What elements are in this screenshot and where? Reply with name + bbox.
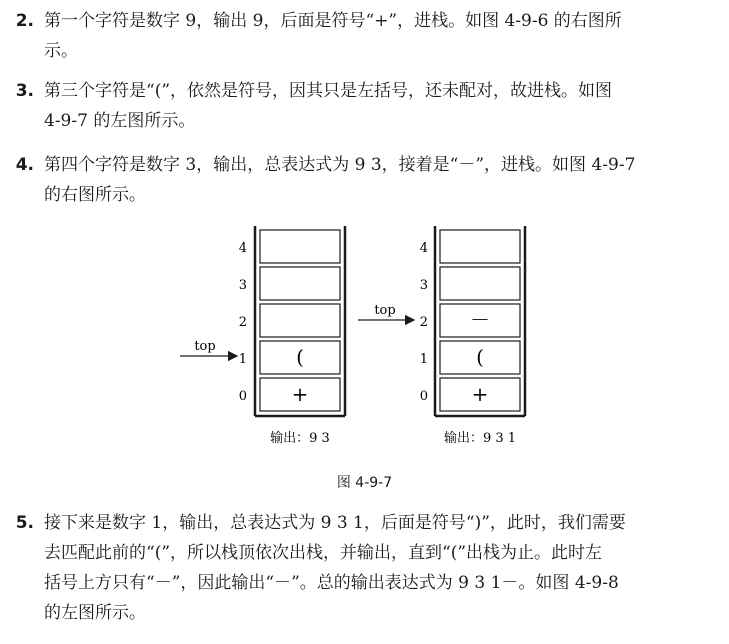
- top-pointer-label: top: [194, 339, 216, 354]
- item-line: 4-9-7 的左图所示。: [44, 111, 196, 131]
- item-text: [44, 150, 716, 210]
- item-line: 去匹配此前的“(”，所以栈顶依次出栈，并输出，直到“(”出栈为止。此时左: [44, 543, 603, 563]
- output-label: 输出：9 3 1: [443, 431, 517, 446]
- index-label: 0: [238, 389, 247, 404]
- stack-cell: [440, 304, 520, 337]
- stack-cell: [440, 341, 520, 374]
- top-pointer-label: top: [374, 303, 396, 318]
- item-number: 4.: [15, 155, 34, 175]
- item-number: 5.: [15, 513, 34, 533]
- index-label: 2: [419, 315, 428, 330]
- stack-cell: [440, 267, 520, 300]
- right-stack: [358, 226, 525, 446]
- item-text: [44, 6, 716, 66]
- index-label: 3: [238, 278, 247, 293]
- item-text: [44, 508, 716, 628]
- index-label: 1: [419, 352, 428, 367]
- stack-cell: [440, 378, 520, 411]
- stack-cell: [440, 230, 520, 263]
- item-line: 括号上方只有“－”，因此输出“－”。总的输出表达式为 9 3 1－。如图 4-9-8: [44, 573, 619, 593]
- index-label: 2: [238, 315, 247, 330]
- stack-cell: [260, 341, 340, 374]
- cell-value: +: [471, 382, 489, 406]
- cell-value: (: [296, 345, 304, 369]
- stack-cell: [260, 304, 340, 337]
- item-text: [44, 76, 716, 136]
- item-number: 3.: [15, 81, 34, 101]
- cell-value: +: [291, 382, 309, 406]
- index-label: 0: [419, 389, 428, 404]
- index-label: 1: [238, 352, 247, 367]
- left-stack: [180, 226, 345, 446]
- index-label: 4: [419, 241, 428, 256]
- stack-cell: [260, 230, 340, 263]
- stack-cell: [260, 378, 340, 411]
- item-line: 第一个字符是数字 9，输出 9，后面是符号“+”，进栈。如图 4-9-6 的右图所: [44, 11, 622, 31]
- index-label: 3: [419, 278, 428, 293]
- item-number: 2.: [15, 11, 34, 31]
- output-label: 输出：9 3: [270, 431, 330, 446]
- item-line: 第三个字符是“(”，依然是符号，因其只是左括号，还未配对，故进栈。如图: [44, 81, 613, 101]
- item-line: 示。: [44, 41, 78, 61]
- figure-caption: 图 4-9-7: [336, 475, 393, 491]
- item-line: 的左图所示。: [44, 603, 146, 623]
- item-line: 第四个字符是数字 3，输出，总表达式为 9 3，接着是“－”，进栈。如图 4-9-7: [44, 155, 636, 175]
- stack-cell: [260, 267, 340, 300]
- cell-value: (: [476, 345, 484, 369]
- item-line: 的右图所示。: [44, 185, 146, 205]
- item-line: 接下来是数字 1，输出，总表达式为 9 3 1，后面是符号“)”，此时，我们需要: [44, 513, 626, 533]
- cell-value: －: [470, 308, 490, 332]
- index-label: 4: [238, 241, 247, 256]
